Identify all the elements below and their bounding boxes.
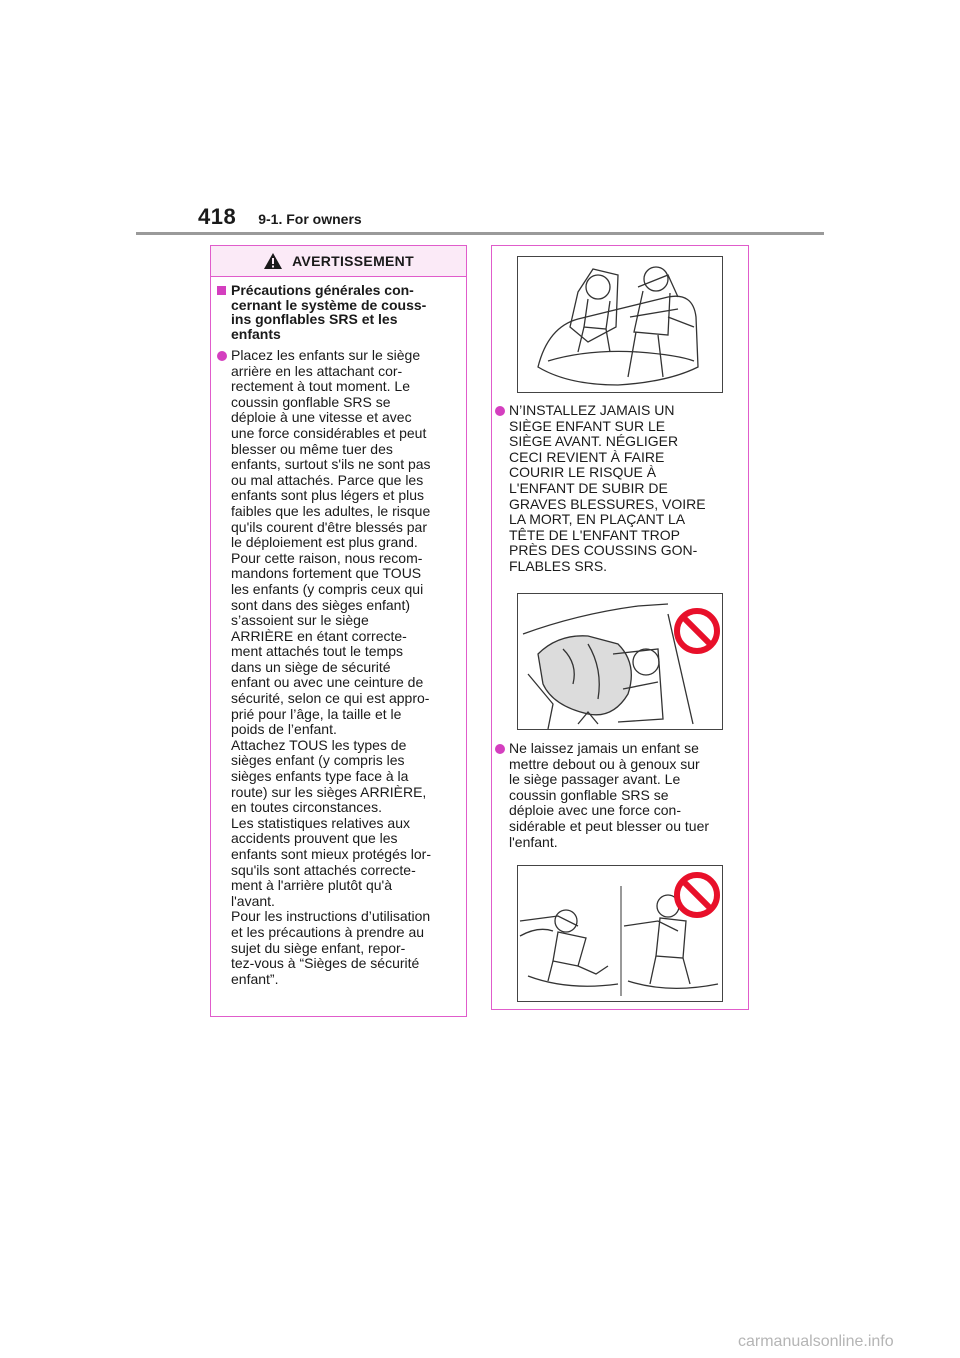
footer-watermark: carmanualsonline.info [738, 1333, 894, 1350]
right-bullet-1-text: N’INSTALLEZ JAMAIS UN SIÈGE ENFANT SUR LE SIÈGE AVANT. NÉGLIGER CECI REVIENT À FAIRE COURIR LE RISQUE À L'ENFANT DE SUBIR DE GRAVES BLESSURES, VOIRE LA MORT, EN PLAÇANT LA TÊTE DE L'ENFANT TROP PRÈS DES COUSSINS GON- FLABLES SRS. [509, 402, 706, 574]
prohibition-sign-icon [673, 868, 721, 926]
right-bullet-2-text: Ne laissez jamais un enfant se mettre debout ou à genoux sur le siège passager avant. Le coussin gonflable SRS se déploie avec une force con- sidérable et peut blesser ou tuer l'enfant. [509, 740, 710, 850]
bullet-dot-icon [495, 744, 505, 754]
warning-title: AVERTISSEMENT [292, 253, 414, 269]
square-bullet-icon [217, 286, 226, 295]
warning-paragraph [217, 348, 458, 987]
right-bullet-2 [495, 741, 745, 850]
header-rule [136, 232, 824, 235]
warning-triangle-icon [263, 252, 283, 270]
bullet-dot-icon [495, 406, 505, 416]
illustration-front-seat-airbag [517, 593, 723, 730]
warning-heading-text: Précautions générales con- cernant le système de couss- ins gonflables SRS et les enfants [231, 282, 427, 342]
warning-paragraph-text: Placez les enfants sur le siège arrière en les attachant cor- rectement à tout moment. Le coussin gonflable SRS se déploie à une vitesse et avec une force considérables et peut blesser ou même tuer des enfants, surtout s'ils ne sont pas ou mal attachés. Parce que les enfants sont plus légers et plus faibles que les adultes, le risque qu'ils courent d'être blessés par le déploiement est plus grand. Pour cette raison, nous recom- mandons fortement que TOUS les enfants (y compris ceux qui sont dans des sièges enfant) s’assoient sur le siège ARRIÈRE en étant correcte- ment attachés tout le temps dans un siège de sécurité enfant ou avec une ceinture de sécurité, selon ce qui est appro- prié pour l’âge, la taille et le poids de l’enfant. Attachez TOUS les types de sièges enfant (y compris les sièges enfants type face à la route) sur les sièges ARRIÈRE, en toutes circonstances. Les statistiques relatives aux accidents prouvent que les enfants sont mieux protégés lor- squ'ils sont attachés correcte- ment à l'arrière plutôt qu'à l'avant. Pour les instructions d’utilisation et les précautions à prendre au sujet du siège enfant, repor- tez-vous à “Sièges de sécurité enfant”. [231, 347, 431, 987]
warning-header [211, 246, 466, 277]
rear-seat-children-drawing [518, 257, 722, 392]
warning-body [211, 277, 466, 987]
right-bullet-1 [495, 403, 745, 575]
bullet-dot-icon [217, 351, 227, 361]
section-title: 9-1. For owners [258, 211, 362, 227]
page-header [198, 204, 362, 230]
prohibition-sign-icon [673, 602, 721, 660]
illustration-child-standing-front [517, 865, 723, 1002]
warning-heading [217, 283, 458, 341]
illustration-rear-seat-children [517, 256, 723, 393]
warning-box [210, 245, 467, 1017]
page-number: 418 [198, 204, 237, 229]
